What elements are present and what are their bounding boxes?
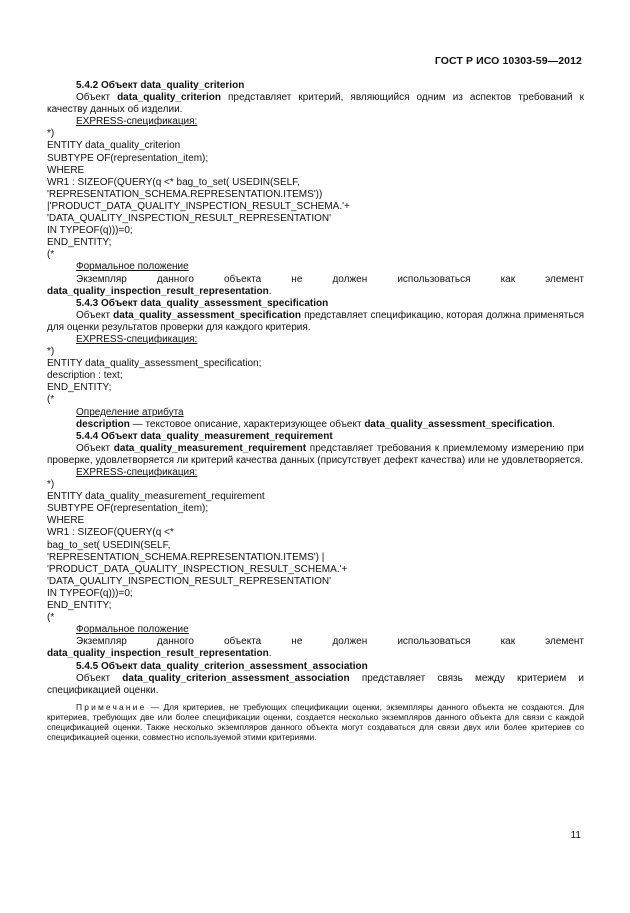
express-code-5-4-3	[47, 346, 584, 406]
page-content	[47, 80, 584, 743]
code-line: 'REPRESENTATION_SCHEMA.REPRESENTATION.ITEMS'))	[47, 188, 323, 200]
formal-statement-text: Экземпляр данного объекта не должен использоваться как элемент data_quality_inspection_result_representation.	[47, 636, 584, 660]
formal-statement-label: Формальное положение	[76, 624, 189, 636]
code-line: 'PRODUCT_DATA_QUALITY_INSPECTION_RESULT_SCHEMA.'+	[47, 563, 348, 575]
code-line: WHERE	[47, 164, 85, 176]
code-line: bag_to_set( USEDIN(SELF,	[47, 539, 171, 551]
code-line: WHERE	[47, 515, 85, 527]
code-line: END_ENTITY;	[47, 237, 112, 249]
express-spec-label: EXPRESS-спецификация:	[76, 116, 198, 128]
note-label: Примечание	[76, 701, 147, 712]
code-line: *)	[47, 128, 55, 140]
code-line: ENTITY data_quality_criterion	[47, 140, 181, 152]
formal-statement-label: Формальное положение	[76, 261, 189, 273]
code-line: *)	[47, 346, 55, 358]
section-heading-5-4-5: 5.4.5 Объект data_quality_criterion_assessment_association	[76, 660, 368, 672]
note-paragraph	[47, 702, 584, 743]
code-line: (*	[47, 394, 55, 406]
code-line: WR1 : SIZEOF(QUERY(q <* bag_to_set( USEDIN(SELF,	[47, 176, 300, 188]
code-line: IN TYPEOF(q)))=0;	[47, 225, 133, 237]
code-line: |'PRODUCT_DATA_QUALITY_INSPECTION_RESULT_SCHEMA.'+	[47, 200, 350, 212]
paragraph-5-4-2: Объект data_quality_criterion представляет критерий, являющийся одним из аспектов требований к качеству данных об изделии.	[47, 92, 584, 116]
code-line: SUBTYPE OF(representation_item);	[47, 503, 209, 515]
section-heading-5-4-4: 5.4.4 Объект data_quality_measurement_requirement	[76, 430, 333, 442]
code-line: 'REPRESENTATION_SCHEMA.REPRESENTATION.ITEMS') |	[47, 551, 325, 563]
code-line: *)	[47, 479, 55, 491]
express-code-5-4-4	[47, 479, 584, 624]
code-line: 'DATA_QUALITY_INSPECTION_RESULT_REPRESENTATION'	[47, 575, 332, 587]
code-line: IN TYPEOF(q)))=0;	[47, 587, 133, 599]
attribute-definition-label: Определение атрибута	[76, 406, 184, 418]
formal-statement-text: Экземпляр данного объекта не должен использоваться как элемент data_quality_inspection_result_representation.	[47, 273, 584, 297]
section-heading-5-4-2: 5.4.2 Объект data_quality_criterion	[76, 80, 245, 91]
note-text: — Для критериев, не требующих спецификации оценки, экземпляры данного объекта не создаются. Для критериев, требующих две или более спецификации оценки, создается несколько экземпляров данного объекта для связи с каждой спецификацией оценки. Также несколько экземпляров данного объекта могут создаваться для связи двух или более критериев со спецификацией оценки, совместно используемой этими критериями.	[47, 701, 584, 743]
code-line: (*	[47, 249, 55, 261]
code-line: END_ENTITY;	[47, 600, 112, 612]
express-code-5-4-2	[47, 128, 584, 261]
code-line: SUBTYPE OF(representation_item);	[47, 152, 209, 164]
express-spec-label: EXPRESS-спецификация:	[76, 333, 198, 345]
paragraph-5-4-3: Объект data_quality_assessment_specification представляет спецификацию, которая должна применяться для оценки результатов проверки для каждого критерия.	[47, 309, 584, 333]
paragraph-5-4-5: Объект data_quality_criterion_assessment_association представляет связь между критерием и спецификацией оценки.	[47, 672, 584, 696]
code-line: END_ENTITY;	[47, 382, 112, 394]
section-heading-5-4-3: 5.4.3 Объект data_quality_assessment_specification	[76, 297, 329, 309]
page-number: 11	[570, 830, 581, 841]
code-line: WR1 : SIZEOF(QUERY(q <*	[47, 527, 174, 539]
code-line: (*	[47, 612, 55, 624]
code-line: ENTITY data_quality_measurement_requirement	[47, 491, 265, 503]
attribute-definition-text: description — текстовое описание, характеризующее объект data_quality_assessment_specification.	[76, 418, 555, 430]
express-spec-label: EXPRESS-спецификация:	[76, 467, 198, 478]
code-line: description : text;	[47, 370, 123, 382]
paragraph-5-4-4: Объект data_quality_measurement_requirement представляет требования к приемлемому измерению при проверке, удовлетворяется ли критерий качества данных (присутствует дефект качества) или не удовлетворяется.	[47, 442, 584, 466]
code-line: ENTITY data_quality_assessment_specification;	[47, 358, 262, 370]
standard-header: ГОСТ Р ИСО 10303-59—2012	[434, 55, 582, 67]
code-line: 'DATA_QUALITY_INSPECTION_RESULT_REPRESENTATION'	[47, 213, 332, 225]
